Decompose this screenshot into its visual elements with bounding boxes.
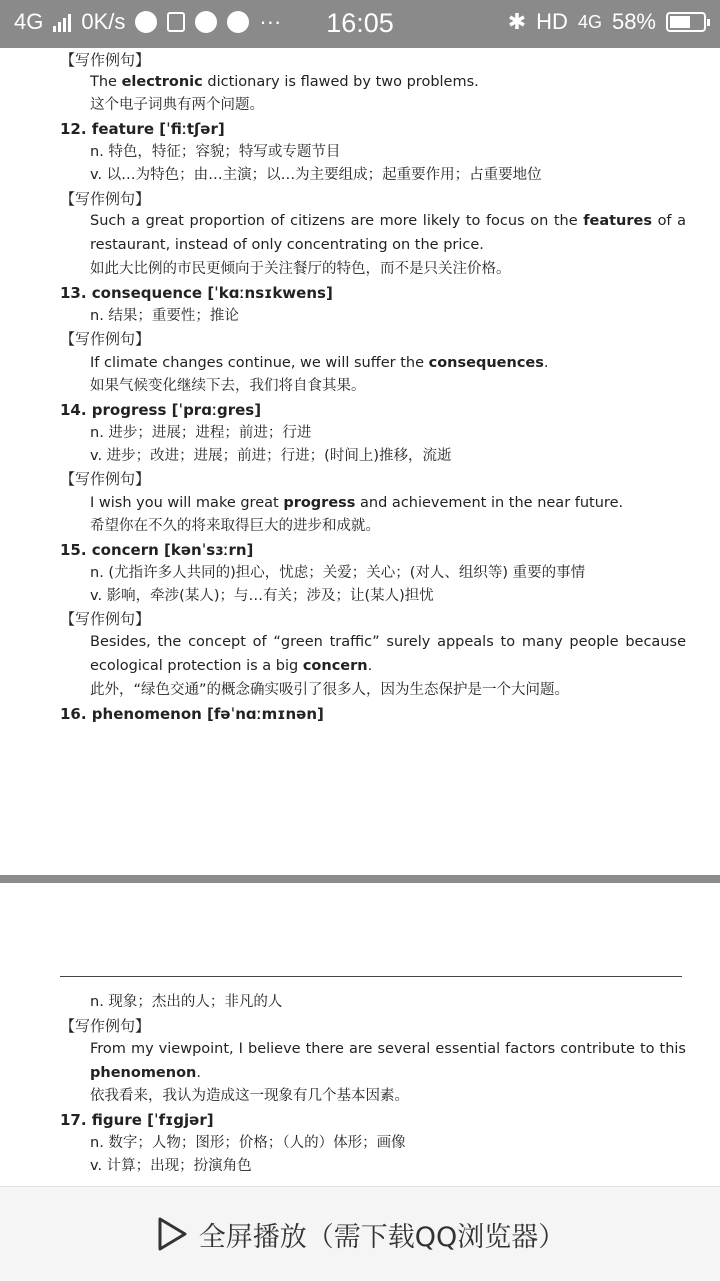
entry-heading-15: 15. concern [kənˈsɜːrn] [60,541,254,559]
battery-icon [666,12,706,32]
example-translation-11: 这个电子词典有两个问题。 [90,97,264,113]
entry-heading-17: 17. figure [ˈfɪgjər] [60,1111,214,1129]
example-tag: 【写作例句】 [60,330,151,348]
definition-verb-12: v. 以…为特色；由…主演；以…为主要组成；起重要作用；占重要地位 [90,167,542,183]
definition-verb-15: v. 影响，牵涉(某人)；与…有关；涉及；让(某人)担忧 [90,588,434,604]
definition-noun-16: n. 现象；杰出的人；非凡的人 [90,994,283,1010]
example-sentence-12: Such a great proportion of citizens are more likely to focus on the features of a restaurant, instead of only concentrating on the price. [90,213,686,253]
example-tag: 【写作例句】 [60,610,151,628]
definition-noun-12: n. 特色，特征；容貌；特写或专题节目 [90,144,341,160]
example-tag: 【写作例句】 [60,470,151,488]
document-page-2 [0,883,720,1183]
hd-indicator: HD [536,9,568,34]
battery-level: 58% [611,9,656,34]
definition-noun-13: n. 结果；重要性；推论 [90,308,239,324]
example-sentence-13: If climate changes continue, we will suffer the consequences. [90,355,549,371]
play-icon [155,1215,189,1253]
example-tag: 【写作例句】 [60,1017,151,1035]
example-tag: 【写作例句】 [60,190,151,208]
network-speed: 0K/s [81,9,126,34]
definition-verb-14: v. 进步；改进；进展；前进；行进；(时间上)推移，流逝 [90,448,452,464]
example-sentence-14: I wish you will make great progress and achievement in the near future. [90,495,624,511]
status-bar [0,0,720,48]
entry-heading-12: 12. feature [ˈfiːtʃər] [60,120,225,138]
definition-noun-17: n. 数字；人物；图形；价格；（人的）体形；画像 [90,1135,406,1151]
example-sentence-11: The electronic dictionary is flawed by two problems. [90,74,479,90]
bluetooth-icon: ✱ [507,9,527,34]
more-notifications-icon: ··· [259,9,282,34]
example-translation-14: 希望你在不久的将来取得巨大的进步和成就。 [90,518,380,534]
entry-heading-14: 14. progress [ˈprɑːgres] [60,401,262,419]
status-right [508,9,706,35]
example-translation-16: 依我看来，我认为造成这一现象有几个基本因素。 [90,1088,409,1104]
page-header-rule [60,976,682,977]
example-tag: 【写作例句】 [60,51,151,69]
fullscreen-play-button[interactable] [0,1186,720,1281]
network-type-right: 4G [577,11,602,32]
entry-heading-16: 16. phenomenon [fəˈnɑːmɪnən] [60,705,324,723]
entry-heading-13: 13. consequence [ˈkɑːnsɪkwens] [60,284,333,302]
definition-verb-17: v. 计算；出现；扮演角色 [90,1158,252,1174]
example-translation-15: 此外，“绿色交通”的概念确实吸引了很多人，因为生态保护是一个大问题。 [90,682,570,698]
page-separator [0,875,720,883]
example-sentence-15: Besides, the concept of “green traffic” surely appeals to many people because ecological protection is a big concern. [90,634,686,674]
definition-noun-15: n. (尤指许多人共同的)担心，忧虑；关爱；关心；(对人、组织等) 重要的事情 [90,565,586,581]
example-sentence-16: From my viewpoint, I believe there are several essential factors contribute to this phenomenon. [90,1041,686,1081]
example-translation-12: 如此大比例的市民更倾向于关注餐厅的特色，而不是只关注价格。 [90,261,511,277]
clock: 16:05 [326,8,394,38]
document-page-1 [0,48,720,876]
fullscreen-play-label: 全屏播放（需下载QQ浏览器） [198,1221,566,1253]
example-translation-13: 如果气候变化继续下去，我们将自食其果。 [90,378,366,394]
network-type: 4G [14,9,44,34]
definition-noun-14: n. 进步；进展；进程；前进；行进 [90,425,312,441]
